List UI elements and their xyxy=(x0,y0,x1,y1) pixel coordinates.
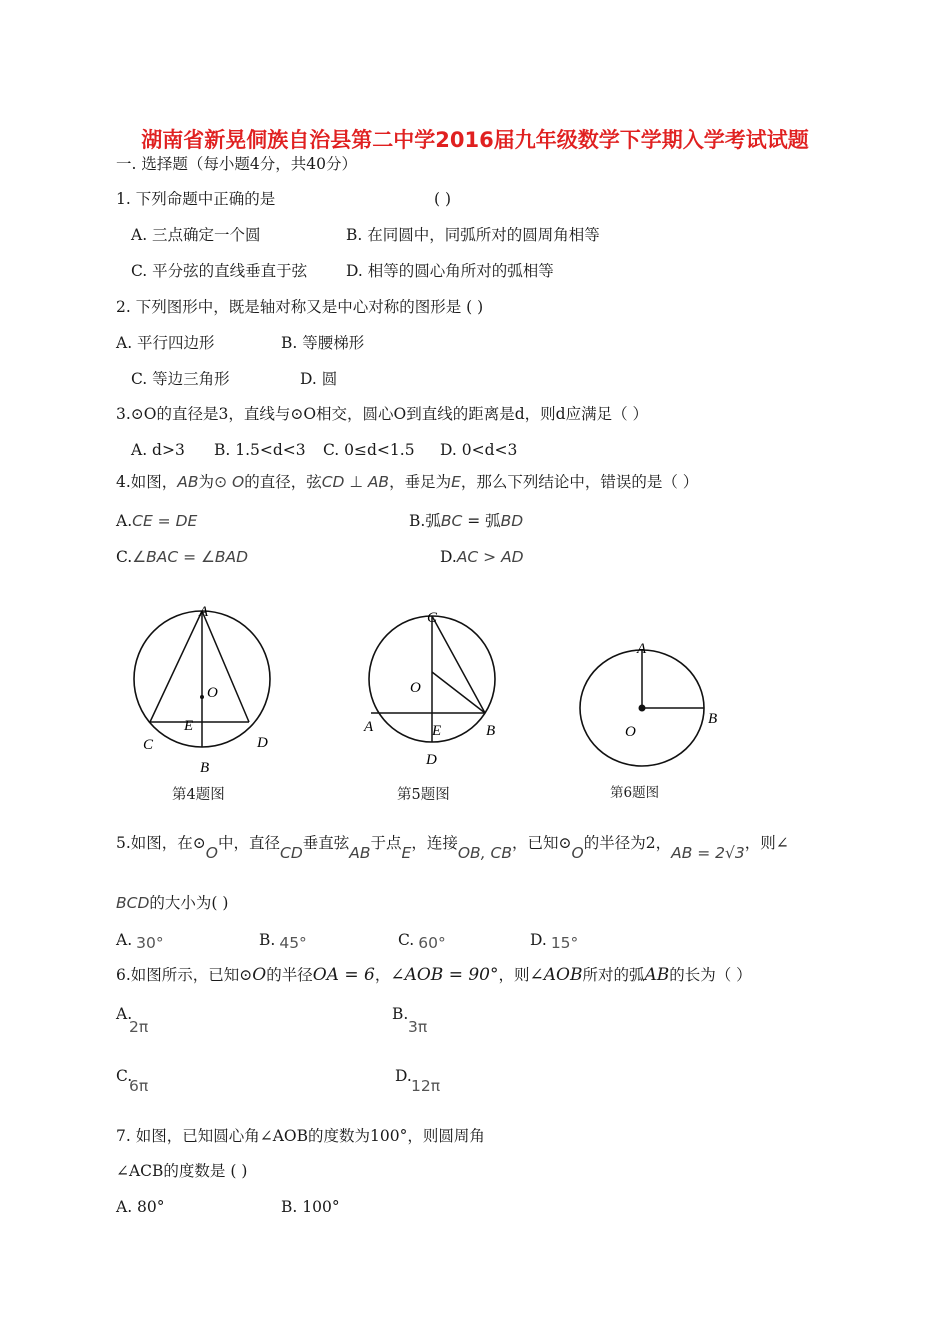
section-heading: 一. 选择题（每小题4分，共40分） xyxy=(116,155,357,173)
fig5-label-b: B xyxy=(486,723,496,739)
q4-a-math: CE = DE xyxy=(132,512,198,530)
figure-6-caption: 第6题图 xyxy=(610,785,660,801)
q6-text-3: ， xyxy=(374,966,391,984)
question-6-option-c-label: C. xyxy=(116,1067,133,1085)
question-1-stem: 1. 下列命题中正确的是 xyxy=(116,190,276,208)
fig5-label-a: A xyxy=(364,719,374,735)
question-2-stem: 2. 下列图形中，既是轴对称又是中心对称的图形是 ( ) xyxy=(116,298,484,316)
q4-c-math: ∠BAC = ∠BAD xyxy=(132,548,249,566)
q6-math-angle: ∠AOB = 90° xyxy=(390,965,499,985)
question-6-option-a-value: 2π xyxy=(129,1018,149,1036)
q5-math-ob-cb: OB, CB xyxy=(457,844,513,862)
q5-c-value: 60° xyxy=(418,934,446,952)
question-6-stem xyxy=(116,965,752,985)
question-5-stem xyxy=(116,833,789,862)
fig5-label-c: C xyxy=(427,610,438,626)
fig5-line-cb xyxy=(432,616,485,713)
question-1-option-c: C. 平分弦的直线垂直于弦 xyxy=(131,262,308,280)
q4-text-4: ，垂足为 xyxy=(389,473,452,491)
question-5-option-b xyxy=(259,930,307,950)
q5-math-ab: AB xyxy=(349,844,371,862)
fig5-radius-ob xyxy=(432,672,485,713)
q5-math-e: E xyxy=(401,844,412,862)
question-3-option-b: B. 1.5<d<3 xyxy=(214,441,306,459)
q4-text-3: 的直径，弦 xyxy=(244,473,322,491)
question-2-option-a: A. 平行四边形 xyxy=(116,334,215,352)
q6-math-angle-aob: ∠AOB xyxy=(529,965,583,985)
fig4-label-d: D xyxy=(257,735,268,751)
question-6-option-d-value: 12π xyxy=(411,1077,441,1095)
q5-a-value: 30° xyxy=(136,934,164,952)
question-3-option-c: C. 0≤d<1.5 xyxy=(323,441,415,459)
fig6-label-b: B xyxy=(708,711,718,727)
fig5-label-e: E xyxy=(432,723,442,739)
question-1-option-a: A. 三点确定一个圆 xyxy=(131,226,261,244)
question-5-option-c xyxy=(398,930,446,950)
figure-5-caption: 第5题图 xyxy=(397,787,450,803)
q4-math-ab: AB xyxy=(177,473,199,491)
question-6-option-d-label: D. xyxy=(395,1067,412,1085)
q6-text-6: 的长为（ ） xyxy=(669,966,752,984)
question-4-option-b xyxy=(409,511,523,531)
q5-b-value: 45° xyxy=(279,934,307,952)
q6-math-o: O xyxy=(252,965,267,985)
q4-math-cd-perp-ab: CD ⊥ AB xyxy=(321,473,390,491)
q4-text-2: 为 xyxy=(198,473,215,491)
q5-text-7: 的半径为2， xyxy=(583,834,672,852)
fig4-label-e: E xyxy=(184,718,194,734)
question-2-option-d: D. 圆 xyxy=(300,370,338,388)
q4-b-label: B.弧 xyxy=(409,512,441,530)
q4-d-math: AC > AD xyxy=(456,548,524,566)
q6-math-ab: AB xyxy=(644,965,670,985)
q5-text-5: ，连接 xyxy=(411,834,458,852)
q5-text-2: 中，直径 xyxy=(217,834,280,852)
question-5-stem-line-2 xyxy=(116,893,228,913)
q5-text-3: 垂直弦 xyxy=(302,834,350,852)
q4-c-label: C. xyxy=(116,548,133,566)
question-3-option-d: D. 0<d<3 xyxy=(440,441,518,459)
fig4-label-o: O xyxy=(207,685,218,701)
page-title: 湖南省新晃侗族自治县第二中学2016届九年级数学下学期入学考试试题 xyxy=(141,128,809,152)
fig6-label-a: A xyxy=(637,641,647,657)
fig4-label-c: C xyxy=(143,737,154,753)
q5-line2-text: 的大小为( ) xyxy=(149,894,229,912)
q5-a-label: A. xyxy=(116,931,133,949)
fig6-label-o: O xyxy=(625,724,636,740)
q4-b-math-1: BC xyxy=(440,512,463,530)
figure-4-caption: 第4题图 xyxy=(172,787,225,803)
q4-math-circle-o: ⊙ O xyxy=(214,473,245,491)
fig4-label-a: A xyxy=(199,604,209,620)
q5-math-ab-value: AB = 2√3 xyxy=(671,844,745,862)
q6-text-5: 所对的弧 xyxy=(582,966,645,984)
question-7-stem-line-2: ∠ACB的度数是 ( ) xyxy=(116,1162,248,1180)
question-6-option-b-label: B. xyxy=(392,1005,409,1023)
question-5-option-d xyxy=(530,930,578,950)
figure-6-diagram xyxy=(575,638,735,778)
q5-c-label: C. xyxy=(398,931,415,949)
q5-text-1: 5.如图，在⊙ xyxy=(116,834,206,852)
q6-math-oa: OA = 6 xyxy=(312,965,375,985)
fig4-label-b: B xyxy=(200,760,210,776)
q5-d-value: 15° xyxy=(550,934,579,952)
question-7-option-a: A. 80° xyxy=(116,1198,165,1216)
q4-d-label: D. xyxy=(440,548,457,566)
question-6-option-a-label: A. xyxy=(116,1005,133,1023)
fig5-label-d: D xyxy=(426,752,437,768)
q5-math-o: O xyxy=(205,844,218,862)
q5-math-o-2: O xyxy=(571,844,584,862)
question-1-option-b: B. 在同圆中，同弧所对的圆周角相等 xyxy=(346,226,600,244)
q6-text-2: 的半径 xyxy=(266,966,313,984)
question-5-option-a xyxy=(116,930,164,950)
q5-text-8: ，则∠ xyxy=(744,834,789,852)
q4-a-label: A. xyxy=(116,512,133,530)
fig5-label-o: O xyxy=(410,680,421,696)
question-4-option-c xyxy=(116,547,248,567)
question-3-stem: 3.⊙O的直径是3，直线与⊙O相交，圆心O到直线的距离是d，则d应满足（ ） xyxy=(116,405,649,423)
q4-b-mid: = 弧 xyxy=(462,512,501,530)
q5-b-label: B. xyxy=(259,931,276,949)
question-4-stem xyxy=(116,472,698,492)
q5-d-label: D. xyxy=(530,931,547,949)
figure-5-diagram xyxy=(360,610,510,775)
question-3-option-a: A. d>3 xyxy=(131,441,185,459)
question-1-answer-paren: ( ) xyxy=(434,190,452,208)
q4-text-1: 4.如图， xyxy=(116,473,178,491)
question-6-option-b-value: 3π xyxy=(408,1018,428,1036)
q6-text-4: ，则 xyxy=(498,966,530,984)
figure-4-diagram xyxy=(120,600,290,780)
fig4-center-dot xyxy=(200,695,204,699)
question-1-option-d: D. 相等的圆心角所对的弧相等 xyxy=(346,262,554,280)
q5-math-cd: CD xyxy=(280,844,303,862)
q4-b-math-2: BD xyxy=(500,512,524,530)
q5-text-6: ，已知⊙ xyxy=(512,834,572,852)
fig4-line-ad xyxy=(202,611,249,722)
q4-text-5: ，那么下列结论中，错误的是（ ） xyxy=(460,473,699,491)
q5-math-bcd: BCD xyxy=(116,894,150,912)
question-4-option-a xyxy=(116,511,197,531)
question-2-option-b: B. 等腰梯形 xyxy=(281,334,365,352)
fig6-center-dot xyxy=(639,705,646,712)
question-7-option-b: B. 100° xyxy=(281,1198,340,1216)
question-7-stem: 7. 如图，已知圆心角∠AOB的度数为100°，则圆周角 xyxy=(116,1127,485,1145)
q5-text-4: 于点 xyxy=(370,834,402,852)
q6-text-1: 6.如图所示，已知⊙ xyxy=(116,966,253,984)
question-6-option-c-value: 6π xyxy=(129,1077,149,1095)
question-2-option-c: C. 等边三角形 xyxy=(131,370,230,388)
q4-math-e: E xyxy=(451,473,461,491)
question-4-option-d xyxy=(440,547,524,567)
